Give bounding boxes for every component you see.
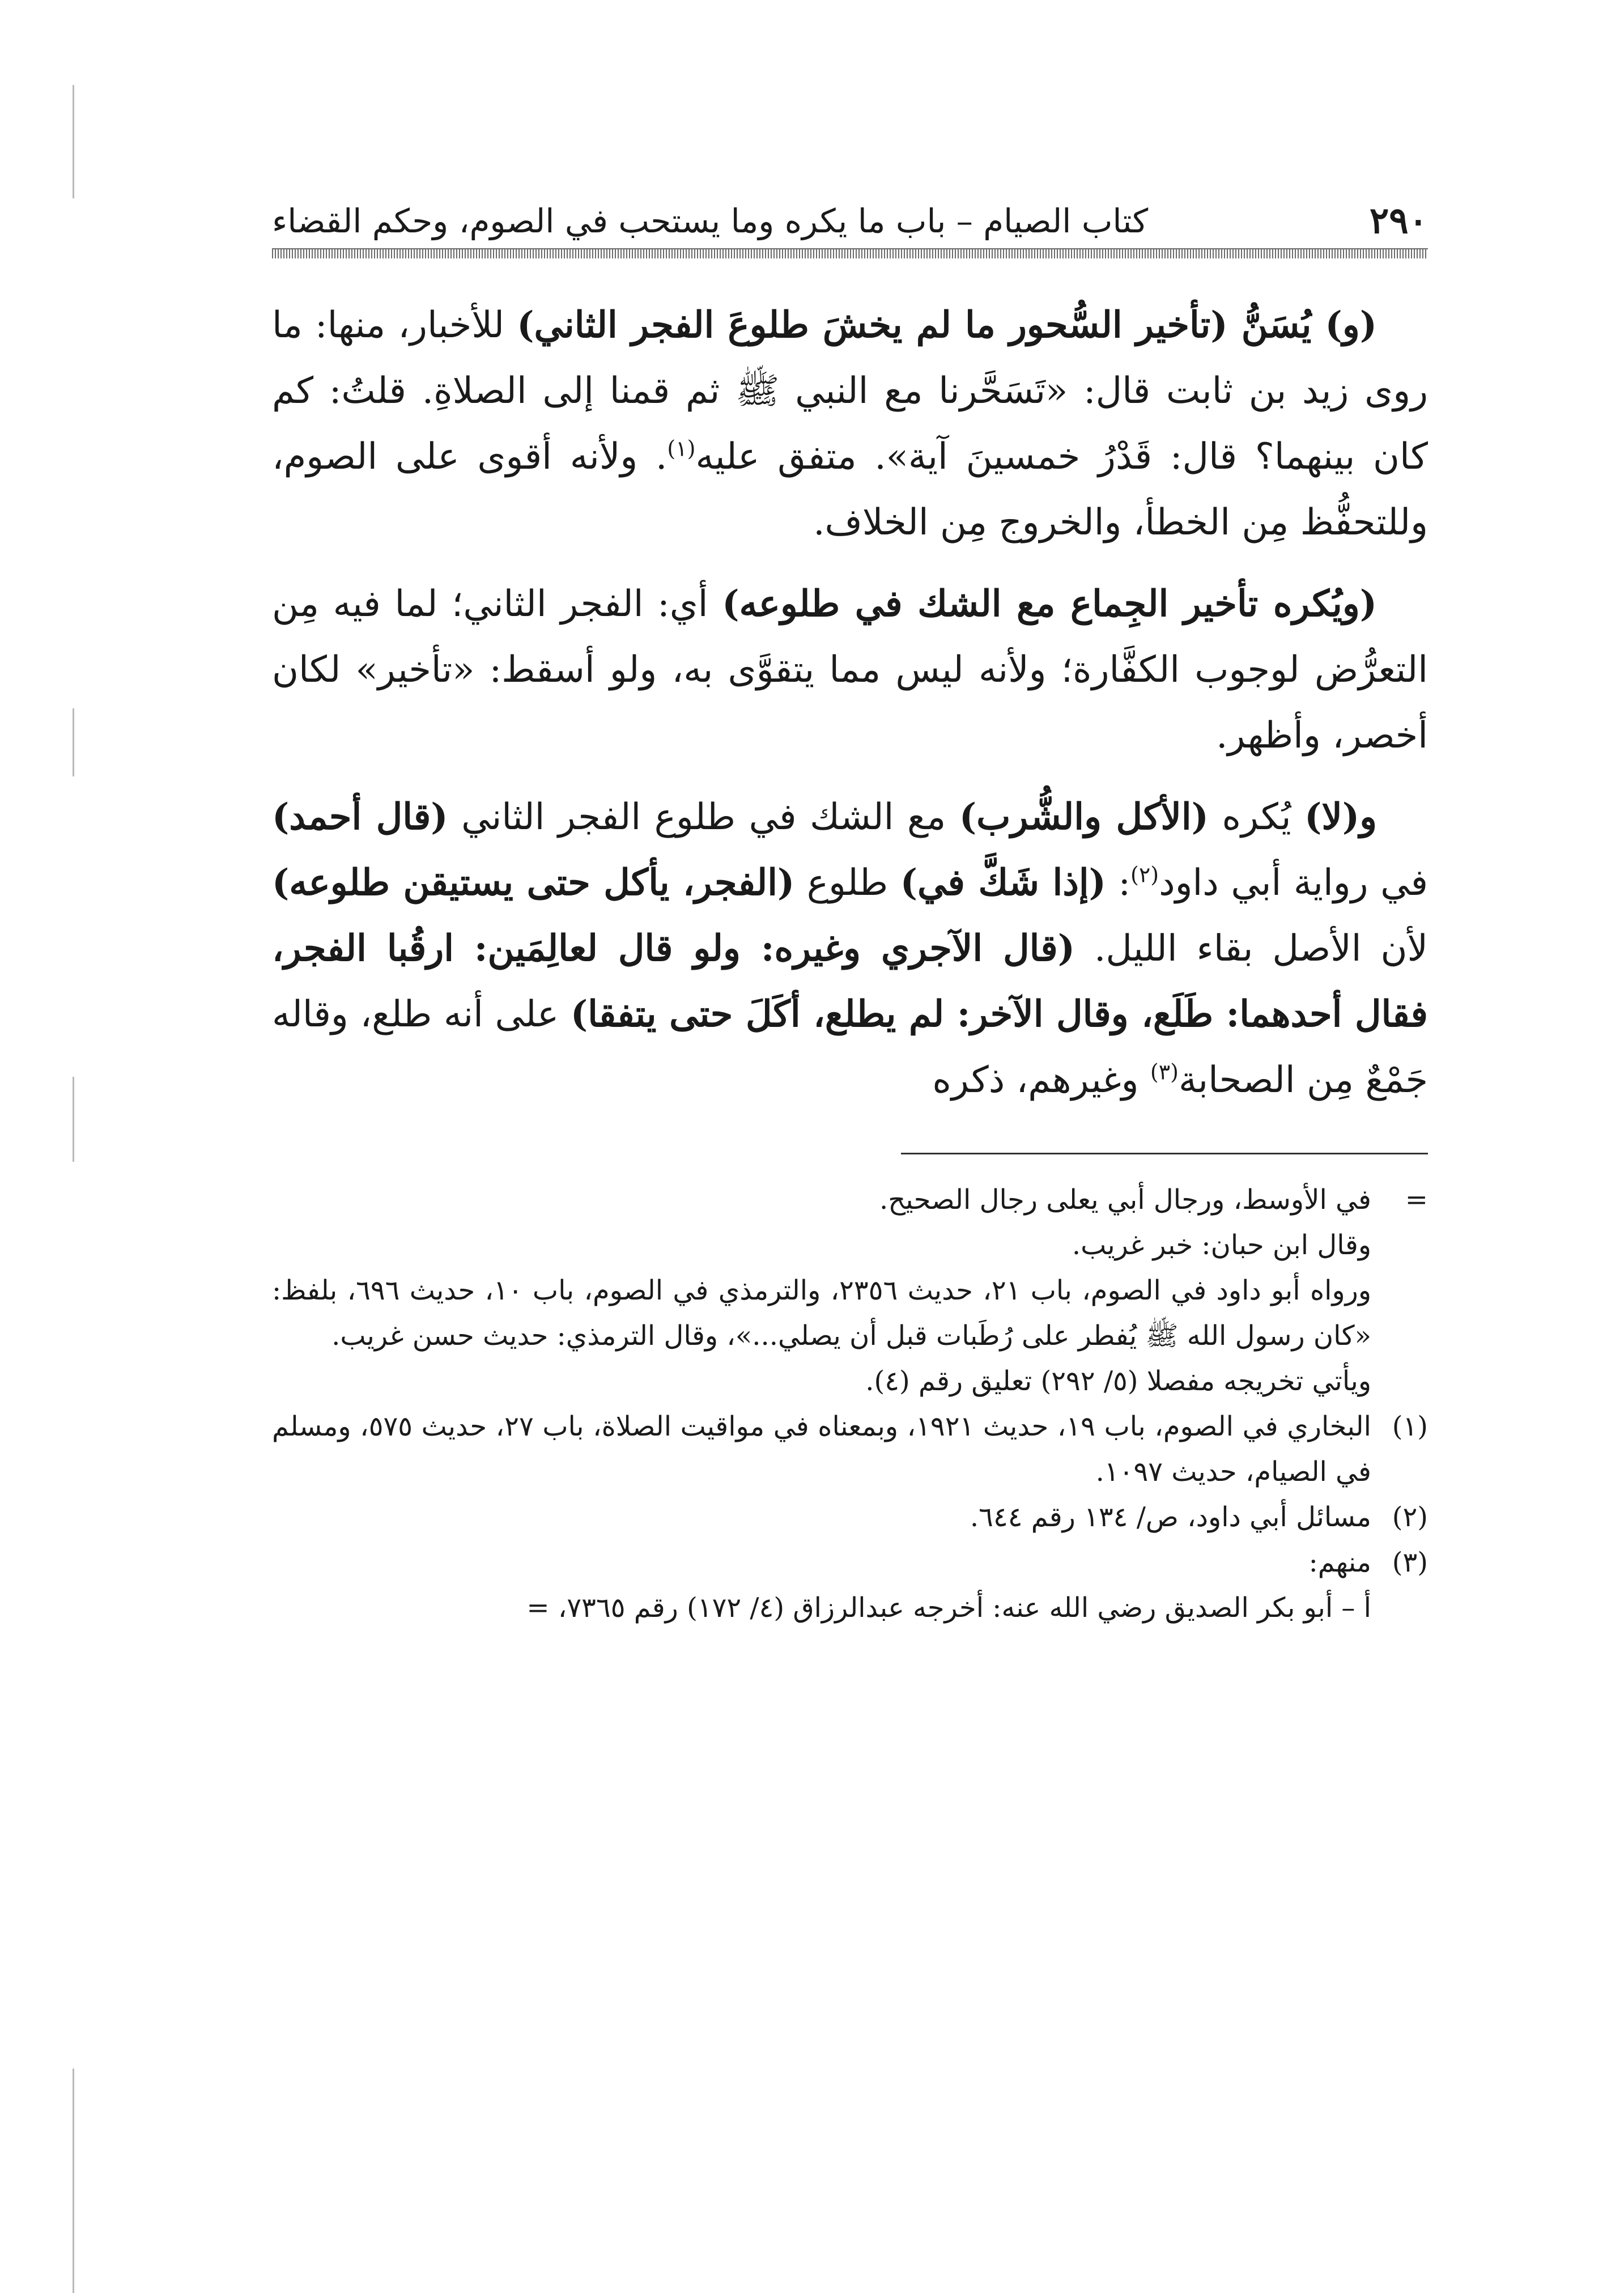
footnote-marker [1371, 1585, 1428, 1630]
paragraph [272, 784, 1428, 1113]
footnote-text: في الأوسط، ورجال أبي يعلى رجال الصحيح. [879, 1184, 1371, 1216]
sharh-text: : [1106, 862, 1131, 904]
footnote-text: وقال ابن حبان: خبر غريب. [1072, 1229, 1371, 1261]
sharh-text: للأخبار، منها: ما روى زيد بن ثابت قال: «تَسَحَّرنا مع النبي ﷺ ثم قمنا إلى الصلاةِ. قلتُ: كم كان بينهما؟ قال: قَدْرُ خمسينَ آية». متفق عليه [272, 304, 1429, 478]
footnote-marker: (١) [1392, 1411, 1428, 1442]
matn-text: (قال أحمد) [272, 796, 448, 838]
footnote-ref: (٢) [1130, 862, 1159, 888]
footnote-text: منهم: [1308, 1547, 1371, 1578]
matn-text: (ويُكره تأخير الجِماع مع الشك في طلوعه) [722, 583, 1377, 625]
footnote-ref: (٣) [1150, 1059, 1179, 1085]
footnote-text: ويأتي تخريجه مفصلا (٥/ ٢٩٢) تعليق رقم (٤). [865, 1365, 1371, 1397]
footnotes [272, 1177, 1428, 1630]
footnote-separator [901, 1153, 1428, 1154]
scan-margin-line-lower [73, 1077, 74, 1162]
footnote-text: البخاري في الصوم، باب ١٩، حديث ١٩٢١، وبمعناه في مواقيت الصلاة، باب ٢٧، حديث ٥٧٥، ومسلم في الصيام، حديث ١٠٩٧. [272, 1411, 1372, 1488]
scan-margin-line-bottom [73, 2069, 74, 2293]
footnote-marker [1371, 1358, 1428, 1404]
page-number: ٢٩٠ [1369, 199, 1428, 242]
footnote-item [272, 1404, 1428, 1494]
running-title: كتاب الصيام – باب ما يكره وما يستحب في الصوم، وحكم القضاء [272, 202, 1149, 240]
sharh-text: في رواية أبي داود [1159, 862, 1429, 904]
matn-text: (الأكل والشُّرب) [959, 796, 1209, 838]
running-header [272, 187, 1428, 244]
footnote-ref: (١) [667, 436, 696, 461]
footnote-marker [1371, 1268, 1428, 1358]
matn-text: و(لا) [1304, 796, 1378, 838]
footnote-item [272, 1177, 1428, 1222]
sharh-text: على أنه طلع، وقاله جَمْعٌ مِن الصحابة [272, 993, 1428, 1101]
footnote-item [272, 1358, 1428, 1404]
footnote-item [272, 1540, 1428, 1585]
matn-text: (قال الآجري وغيره: ولو قال لعالِمَين: ارقُبا الفجر، فقال أحدهما: طَلَع، وقال الآخر: لم يطلع، أكَلَ حتى يتفقا) [272, 927, 1429, 1035]
sharh-text: وغيرهم، ذكره [932, 1059, 1150, 1101]
sharh-text: أي: الفجر الثاني؛ لما فيه مِن التعرُّض لوجوب الكفَّارة؛ ولأنه ليس مما يتقوَّى به، ولو أسقط: «تأخير» لكان أخصر، وأظهر. [272, 583, 1429, 757]
header-rule [272, 248, 1428, 258]
footnote-marker: (٢) [1392, 1501, 1428, 1533]
footnote-marker: = [1405, 1184, 1428, 1216]
main-text [272, 292, 1428, 1113]
sharh-text: . ولأنه أقوى على الصوم، وللتحفُّظ مِن الخطأ، والخروج مِن الخلاف. [272, 436, 1428, 543]
scan-margin-line-top [73, 85, 74, 198]
matn-text: (و) يُسَنُّ (تأخير السُّحور ما لم يخشَ طلوعَ الفجر الثاني) [517, 304, 1378, 346]
matn-text: (إذا شَكَّ في) [900, 861, 1106, 904]
sharh-text: مع الشك في طلوع الفجر الثاني [448, 796, 959, 838]
scan-margin-line-middle [73, 708, 74, 776]
footnote-item [272, 1222, 1428, 1268]
sharh-text: طلوع [794, 862, 900, 904]
footnote-marker [1371, 1222, 1428, 1268]
footnote-item [272, 1494, 1428, 1540]
sharh-text: يُكره [1208, 796, 1305, 838]
book-page [272, 187, 1428, 1630]
paragraph [272, 571, 1428, 768]
footnote-item [272, 1268, 1428, 1358]
matn-text: (الفجر، يأكل حتى يستيقن طلوعه) [272, 861, 795, 904]
footnote-text: أ – أبو بكر الصديق رضي الله عنه: أخرجه عبدالرزاق (٤/ ١٧٢) رقم ٧٣٦٥، = [526, 1592, 1371, 1624]
footnote-text: مسائل أبي داود، ص/ ١٣٤ رقم ٦٤٤. [970, 1501, 1371, 1533]
paragraph [272, 292, 1428, 555]
footnote-text: ورواه أبو داود في الصوم، باب ٢١، حديث ٢٣٥٦، والترمذي في الصوم، باب ١٠، حديث ٦٩٦، بلفظ: «كان رسول الله ﷺ يُفطر على رُطَبات قبل أن يصلي...»، وقال الترمذي: حديث حسن غريب. [272, 1275, 1371, 1352]
sharh-text: لأن الأصل بقاء الليل. [1075, 928, 1429, 970]
footnote-item [272, 1585, 1428, 1630]
footnote-marker: (٣) [1392, 1547, 1428, 1578]
